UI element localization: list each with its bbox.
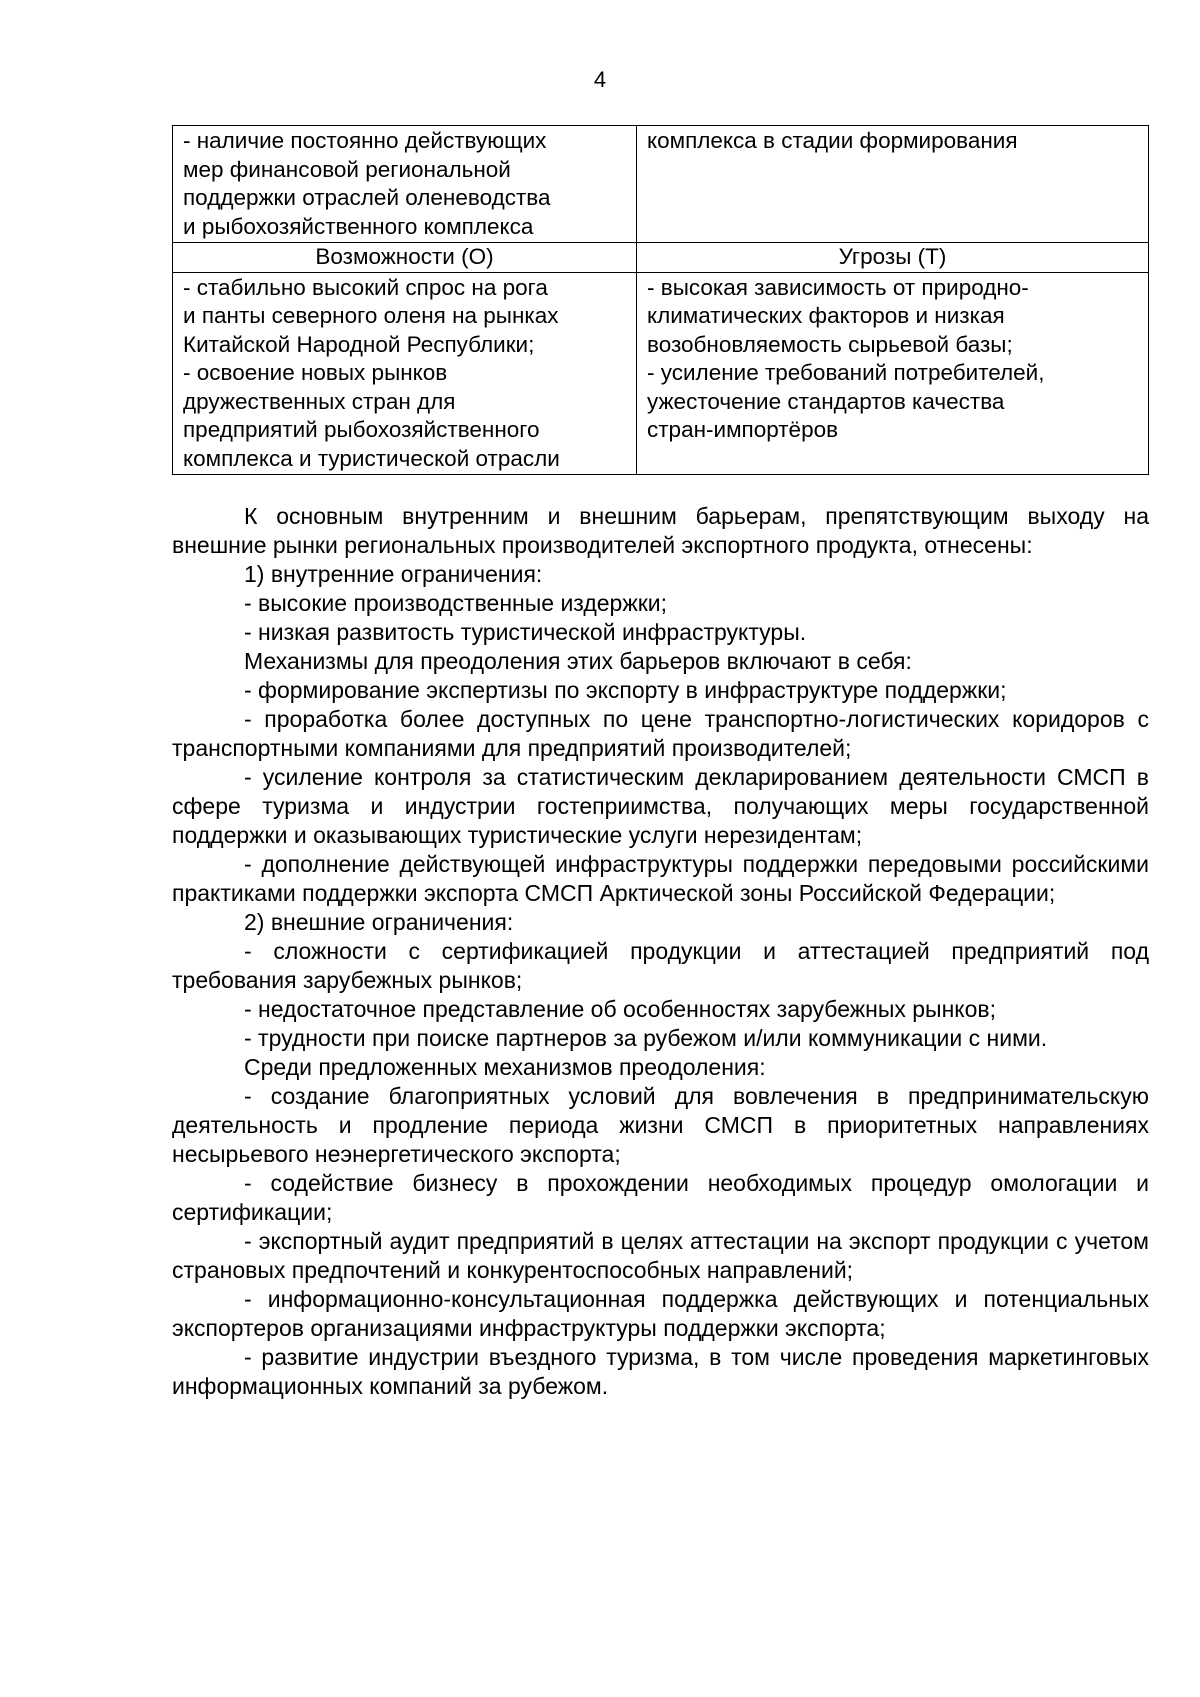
table-cell-line: комплекса и туристической отрасли — [183, 445, 560, 471]
strengths-cell — [173, 126, 637, 243]
table-cell-line: - высокая зависимость от природно- — [647, 274, 1029, 300]
list-item: - проработка более доступных по цене транспортно-логистических коридоров с транспортными компаниями для предприятий производителей; — [172, 706, 1149, 761]
table-cell-line: поддержки отраслей оленеводства — [183, 185, 551, 210]
table-cell-line: стран-импортёров — [647, 417, 839, 442]
list-item: - высокие производственные издержки; — [244, 590, 668, 616]
document-body — [172, 502, 1149, 1401]
swot-table — [172, 125, 1149, 475]
threats-header: Угрозы (Т) — [637, 243, 1149, 273]
threats-cell — [637, 272, 1149, 475]
list-item: - дополнение действующей инфраструктуры поддержки передовыми российскими практиками поддержки экспорта СМСП Арктической зоны Российской Федерации; — [172, 851, 1149, 906]
list-item: - недостаточное представление об особенностях зарубежных рынков; — [244, 996, 996, 1022]
list-item: - создание благоприятных условий для вовлечения в предпринимательскую деятельность и продление периода жизни СМСП в приоритетных направлениях несырьевого неэнергетического экспорта; — [172, 1083, 1149, 1167]
list-item: - развитие индустрии въездного туризма, в том числе проведения маркетинговых информационных компаний за рубежом. — [172, 1344, 1149, 1399]
list-item: - информационно-консультационная поддержка действующих и потенциальных экспортеров организациями инфраструктуры поддержки экспорта; — [172, 1286, 1149, 1341]
table-cell-line: - наличие постоянно действующих — [183, 128, 547, 153]
list-item: - сложности с сертификацией продукции и аттестацией предприятий под требования зарубежных рынков; — [172, 938, 1149, 993]
table-cell-line: мер финансовой региональной — [183, 156, 511, 182]
table-cell-line: - освоение новых рынков — [183, 360, 448, 385]
opportunities-cell — [173, 272, 637, 475]
paragraph-intro: К основным внутренним и внешним барьерам, препятствующим выходу на внешние рынки региональных производителей экспортного продукта, отнесены: — [172, 503, 1149, 558]
table-cell-line: комплекса в стадии формирования — [647, 128, 1018, 153]
table-row-strengths-continued — [173, 126, 1149, 243]
table-cell-line: - усиление требований потребителей, — [647, 360, 1045, 385]
list-item: - формирование экспертизы по экспорту в инфраструктуре поддержки; — [244, 677, 1007, 703]
table-row-opportunities-threats — [173, 272, 1149, 475]
list-item: - низкая развитость туристической инфраструктуры. — [244, 619, 807, 645]
weaknesses-cell — [637, 126, 1149, 243]
table-cell-line: и рыбохозяйственного комплекса — [183, 213, 534, 239]
table-cell-line: Китайской Народной Республики; — [183, 331, 535, 357]
table-cell-line: дружественных стран для — [183, 388, 456, 414]
paragraph-external-heading: 2) внешние ограничения: — [244, 909, 514, 935]
paragraph-mechanisms-intro: Механизмы для преодоления этих барьеров включают в себя: — [244, 648, 912, 674]
table-cell-line: предприятий рыбохозяйственного — [183, 417, 540, 442]
opportunities-header: Возможности (О) — [173, 243, 637, 273]
table-cell-line: - стабильно высокий спрос на рога — [183, 274, 548, 300]
paragraph-internal-heading: 1) внутренние ограничения: — [244, 561, 543, 587]
paragraph-mechanisms-proposed: Среди предложенных механизмов преодоления: — [244, 1054, 766, 1080]
list-item: - усиление контроля за статистическим декларированием деятельности СМСП в сфере туризма и индустрии гостеприимства, получающих меры государственной поддержки и оказывающих туристические услуги нерезидентам; — [172, 764, 1149, 848]
list-item: - экспортный аудит предприятий в целях аттестации на экспорт продукции с учетом страновых предпочтений и конкурентоспособных направлений; — [172, 1228, 1149, 1283]
table-cell-line: и панты северного оленя на рынках — [183, 303, 559, 328]
page-number: 4 — [593, 67, 607, 92]
table-header-row — [173, 243, 1149, 273]
table-cell-line: возобновляемость сырьевой базы; — [647, 331, 1013, 357]
list-item: - содействие бизнесу в прохождении необходимых процедур омологации и сертификации; — [172, 1170, 1149, 1225]
list-item: - трудности при поиске партнеров за рубежом и/или коммуникации с ними. — [244, 1025, 1048, 1051]
table-cell-line: ужесточение стандартов качества — [647, 388, 1005, 414]
table-cell-line: климатических факторов и низкая — [647, 303, 1005, 328]
